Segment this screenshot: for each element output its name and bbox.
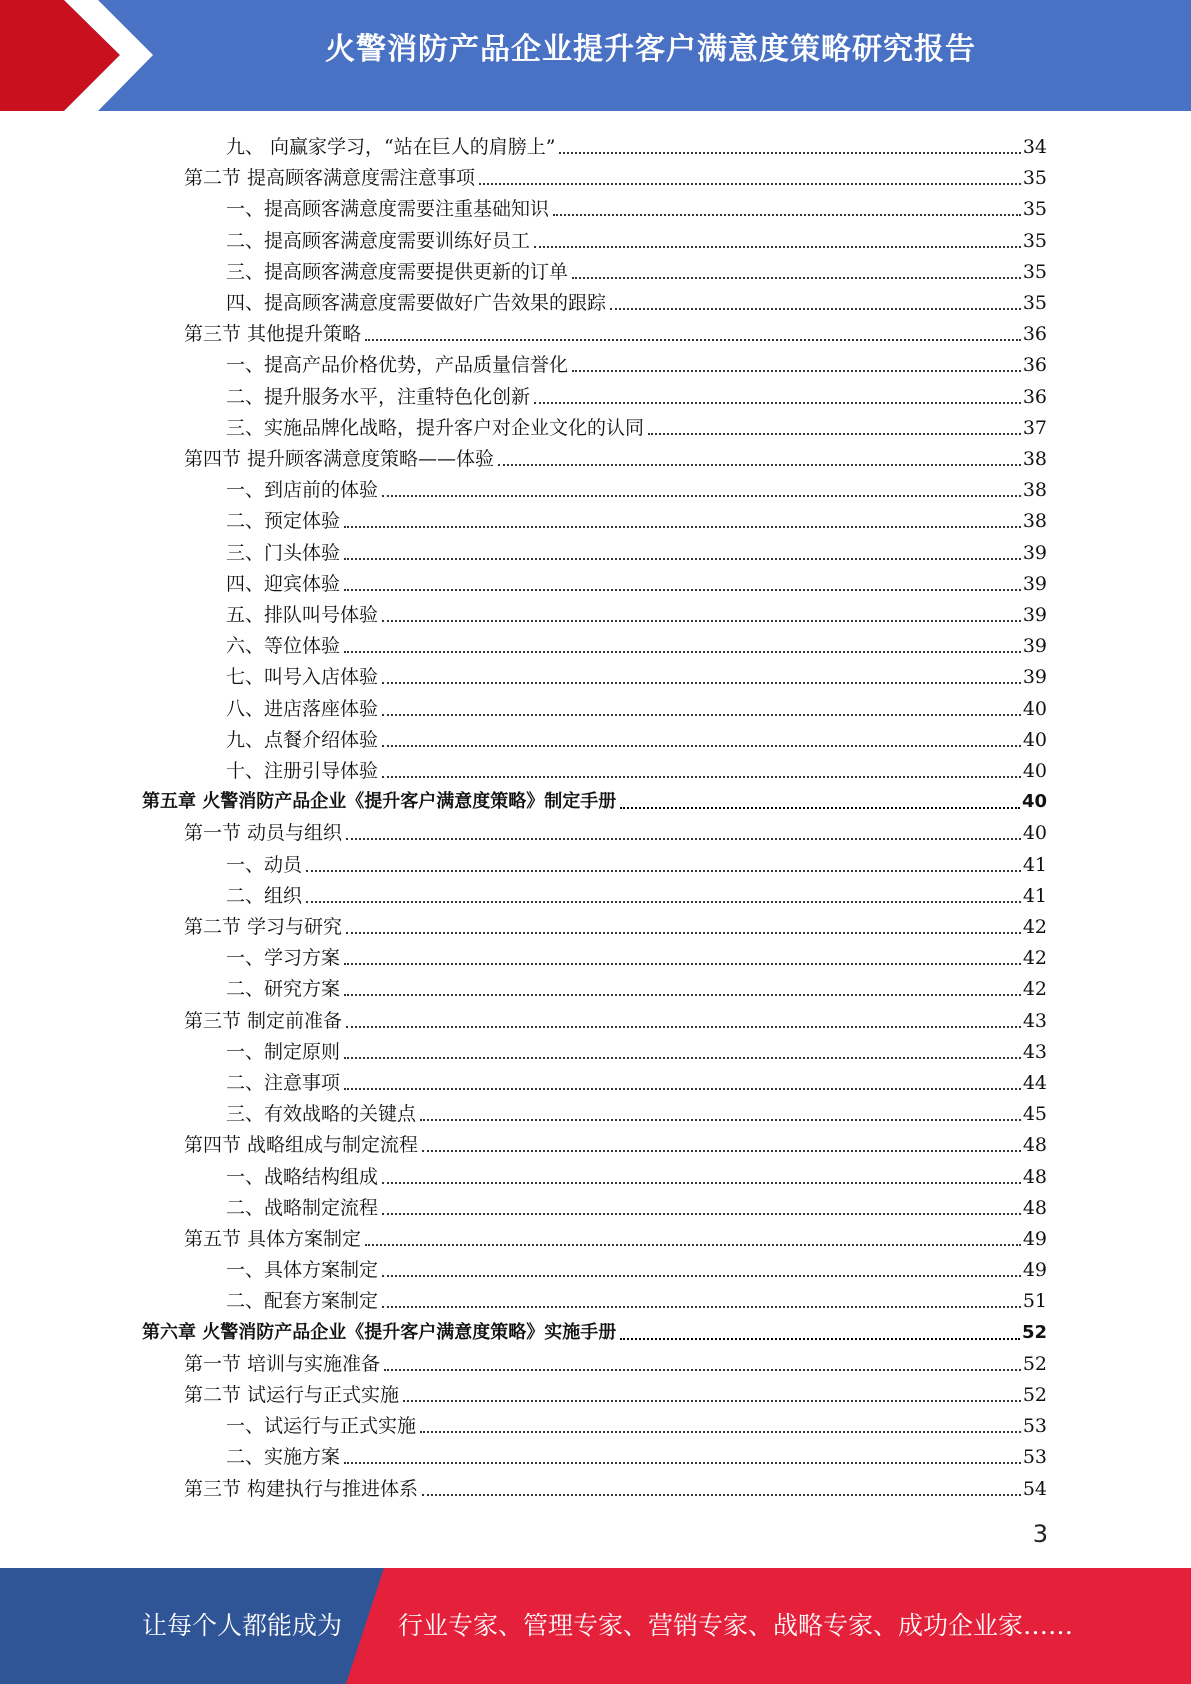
toc-entry-title: 第二节 试运行与正式实施 — [184, 1384, 400, 1406]
toc-entry-page: 35 — [1022, 198, 1047, 221]
toc-entry-title: 二、实施方案 — [226, 1446, 341, 1469]
toc-dot-leader — [553, 214, 1021, 216]
toc-subsection-entry[interactable] — [226, 1032, 1047, 1063]
toc-subsection-entry[interactable] — [226, 938, 1047, 969]
toc-entry-title: 第三节 其他提升策略 — [184, 323, 362, 346]
toc-entry-title: 五、排队叫号体验 — [226, 604, 379, 626]
toc-subsection-entry[interactable] — [226, 595, 1047, 626]
toc-subsection-entry[interactable] — [226, 969, 1047, 1000]
toc-entry-page: 49 — [1022, 1228, 1047, 1250]
toc-entry-page: 42 — [1022, 978, 1047, 1001]
toc-dot-leader — [572, 277, 1021, 279]
toc-entry-page: 41 — [1022, 853, 1047, 876]
toc-entry-title: 六、等位体验 — [226, 635, 341, 658]
report-title: 火警消防产品企业提升客户满意度策略研究报告 — [325, 32, 976, 67]
toc-subsection-entry[interactable] — [226, 751, 1047, 782]
toc-entry-title: 二、预定体验 — [226, 510, 341, 533]
toc-dot-leader — [420, 1431, 1021, 1433]
toc-dot-leader — [610, 308, 1021, 310]
toc-subsection-entry[interactable] — [226, 189, 1047, 220]
toc-dot-leader — [382, 682, 1021, 684]
toc-entry-title: 一、动员 — [226, 853, 303, 876]
toc-dot-leader — [479, 183, 1021, 185]
toc-entry-page: 42 — [1022, 916, 1047, 938]
toc-entry-title: 二、研究方案 — [226, 978, 341, 1001]
toc-dot-leader — [382, 1213, 1021, 1215]
toc-entry-title: 一、具体方案制定 — [226, 1259, 379, 1282]
toc-section-entry[interactable] — [184, 813, 1047, 844]
toc-entry-page: 36 — [1022, 354, 1047, 377]
toc-entry-title: 八、进店落座体验 — [226, 697, 379, 720]
toc-entry-title: 第五章 火警消防产品企业《提升客户满意度策略》制定手册 — [142, 791, 617, 813]
toc-entry-page: 48 — [1022, 1196, 1047, 1219]
toc-entry-page: 51 — [1022, 1290, 1047, 1313]
toc-subsection-entry[interactable] — [226, 626, 1047, 657]
toc-entry-page: 40 — [1022, 822, 1047, 845]
toc-subsection-entry[interactable] — [226, 533, 1047, 564]
toc-entry-title: 二、提升服务水平，注重特色化创新 — [226, 385, 531, 408]
toc-subsection-entry[interactable] — [226, 876, 1047, 907]
toc-dot-leader — [384, 1369, 1021, 1371]
toc-entry-title: 第四节 提升顾客满意度策略——体验 — [184, 448, 495, 470]
toc-entry-page: 49 — [1022, 1259, 1047, 1282]
toc-dot-leader — [620, 807, 1020, 809]
toc-entry-page: 48 — [1022, 1165, 1047, 1188]
toc-section-entry[interactable] — [184, 1469, 1047, 1500]
toc-entry-title: 三、实施品牌化战略，提升客户对企业文化的认同 — [226, 416, 645, 439]
toc-dot-leader — [346, 932, 1021, 934]
toc-entry-page: 40 — [1022, 697, 1047, 720]
toc-entry-page: 39 — [1022, 604, 1047, 626]
toc-entry-page: 53 — [1022, 1415, 1047, 1438]
toc-dot-leader — [572, 370, 1021, 372]
toc-entry-title: 第五节 具体方案制定 — [184, 1228, 362, 1250]
toc-subsection-entry[interactable] — [226, 1157, 1047, 1188]
toc-dot-leader — [420, 1119, 1021, 1121]
toc-dot-leader — [382, 620, 1021, 622]
toc-dot-leader — [306, 901, 1021, 903]
toc-entry-page: 40 — [1021, 791, 1047, 813]
toc-subsection-entry[interactable] — [226, 1437, 1047, 1468]
toc-subsection-entry[interactable] — [226, 564, 1047, 595]
toc-entry-page: 52 — [1022, 1352, 1047, 1375]
toc-entry-title: 二、注意事项 — [226, 1072, 341, 1094]
toc-dot-leader — [365, 1244, 1021, 1246]
toc-dot-leader — [422, 1150, 1021, 1152]
page-footer — [0, 1568, 1191, 1684]
toc-dot-leader — [534, 246, 1021, 248]
toc-subsection-entry[interactable] — [226, 408, 1047, 439]
toc-entry-title: 一、战略结构组成 — [226, 1165, 379, 1188]
toc-entry-page: 35 — [1022, 167, 1047, 190]
toc-entry-page: 43 — [1022, 1040, 1047, 1063]
toc-entry-title: 二、组织 — [226, 884, 303, 907]
toc-entry-title: 第四节 战略组成与制定流程 — [184, 1134, 419, 1157]
toc-dot-leader — [559, 152, 1020, 154]
toc-entry-title: 第二节 提高顾客满意度需注意事项 — [184, 167, 476, 190]
toc-entry-page: 36 — [1022, 385, 1047, 408]
toc-subsection-entry[interactable] — [226, 689, 1047, 720]
toc-dot-leader — [382, 745, 1021, 747]
toc-entry-title: 九、点餐介绍体验 — [226, 728, 379, 751]
toc-entry-title: 二、提高顾客满意度需要训练好员工 — [226, 229, 531, 252]
toc-dot-leader — [344, 526, 1021, 528]
toc-section-entry[interactable] — [184, 1001, 1047, 1032]
toc-entry-page: 38 — [1022, 479, 1047, 502]
toc-subsection-entry[interactable] — [226, 720, 1047, 751]
toc-section-entry[interactable] — [184, 439, 1047, 470]
toc-dot-leader — [344, 1462, 1021, 1464]
toc-subsection-entry[interactable] — [226, 252, 1047, 283]
toc-entry-page: 39 — [1022, 541, 1047, 564]
toc-entry-title: 一、试运行与正式实施 — [226, 1415, 417, 1438]
toc-entry-page: 52 — [1021, 1321, 1047, 1343]
toc-dot-leader — [346, 838, 1021, 840]
footer-slogan-right: 行业专家、管理专家、营销专家、战略专家、成功企业家…… — [398, 1611, 1074, 1640]
toc-dot-leader — [344, 1088, 1021, 1090]
toc-section-entry[interactable] — [184, 314, 1047, 345]
toc-dot-leader — [365, 339, 1021, 341]
toc-entry-title: 二、战略制定流程 — [226, 1196, 379, 1219]
toc-subsection-entry[interactable] — [226, 657, 1047, 688]
toc-entry-title: 第二节 学习与研究 — [184, 916, 343, 938]
page-header — [0, 0, 1191, 111]
toc-subsection-entry[interactable] — [226, 1281, 1047, 1312]
toc-entry-title: 第六章 火警消防产品企业《提升客户满意度策略》实施手册 — [142, 1321, 617, 1343]
toc-subsection-entry[interactable] — [226, 501, 1047, 532]
toc-entry-page: 35 — [1022, 292, 1047, 314]
toc-entry-title: 一、到店前的体验 — [226, 479, 379, 502]
toc-chapter-entry[interactable] — [142, 782, 1047, 813]
toc-dot-leader — [382, 776, 1021, 778]
toc-entry-title: 三、门头体验 — [226, 541, 341, 564]
toc-dot-leader — [382, 1275, 1021, 1277]
toc-entry-page: 52 — [1022, 1384, 1047, 1406]
toc-subsection-entry[interactable] — [226, 283, 1047, 314]
toc-subsection-entry[interactable] — [226, 845, 1047, 876]
toc-entry-page: 40 — [1022, 760, 1047, 782]
toc-entry-page: 38 — [1022, 510, 1047, 533]
toc-section-entry[interactable] — [184, 907, 1047, 938]
toc-entry-title: 第一节 动员与组织 — [184, 822, 343, 845]
toc-entry-page: 37 — [1022, 416, 1047, 439]
toc-subsection-entry[interactable] — [226, 470, 1047, 501]
toc-subsection-entry[interactable] — [226, 377, 1047, 408]
toc-entry-title: 一、提高顾客满意度需要注重基础知识 — [226, 198, 550, 221]
toc-entry-title: 二、配套方案制定 — [226, 1290, 379, 1313]
toc-dot-leader — [403, 1400, 1021, 1402]
toc-chapter-entry[interactable] — [142, 1313, 1047, 1344]
toc-section-entry[interactable] — [184, 158, 1047, 189]
toc-entry-page: 41 — [1022, 884, 1047, 907]
page-number: 3 — [1032, 1520, 1048, 1548]
toc-dot-leader — [382, 495, 1021, 497]
toc-section-entry[interactable] — [184, 1219, 1047, 1250]
toc-subsection-entry[interactable] — [226, 345, 1047, 376]
toc-entry-page: 39 — [1022, 666, 1047, 689]
toc-section-entry[interactable] — [184, 1344, 1047, 1375]
toc-dot-leader — [344, 1057, 1021, 1059]
toc-entry-page: 54 — [1022, 1477, 1047, 1500]
toc-entry-page: 39 — [1022, 635, 1047, 658]
toc-dot-leader — [648, 433, 1021, 435]
toc-entry-title: 四、迎宾体验 — [226, 572, 341, 595]
toc-dot-leader — [620, 1338, 1020, 1340]
toc-subsection-entry[interactable] — [226, 1063, 1047, 1094]
toc-subsection-entry[interactable] — [226, 1188, 1047, 1219]
toc-entry-page: 44 — [1022, 1072, 1047, 1094]
toc-dot-leader — [344, 963, 1021, 965]
toc-entry-page: 45 — [1022, 1103, 1047, 1126]
toc-entry-title: 四、提高顾客满意度需要做好广告效果的跟踪 — [226, 292, 607, 314]
toc-entry-page: 35 — [1022, 260, 1047, 283]
toc-entry-title: 一、学习方案 — [226, 947, 341, 970]
footer-slogan-left: 让每个人都能成为 — [142, 1611, 343, 1640]
toc-section-entry[interactable] — [184, 1125, 1047, 1156]
toc-dot-leader — [498, 464, 1021, 466]
toc-entry-title: 第三节 构建执行与推进体系 — [184, 1477, 419, 1500]
toc-subsection-entry[interactable] — [226, 1406, 1047, 1437]
toc-subsection-entry[interactable] — [226, 1094, 1047, 1125]
toc-entry-title: 一、制定原则 — [226, 1040, 341, 1063]
toc-entry-title: 九、 向赢家学习，“站在巨人的肩膀上” — [226, 136, 556, 158]
toc-subsection-entry[interactable] — [226, 127, 1047, 158]
toc-entry-title: 七、叫号入店体验 — [226, 666, 379, 689]
toc-entry-page: 53 — [1022, 1446, 1047, 1469]
toc-entry-title: 第三节 制定前准备 — [184, 1009, 343, 1032]
toc-entry-page: 39 — [1022, 572, 1047, 595]
toc-entry-page: 43 — [1022, 1009, 1047, 1032]
toc-entry-title: 一、提高产品价格优势，产品质量信誉化 — [226, 354, 569, 377]
toc-subsection-entry[interactable] — [226, 221, 1047, 252]
toc-dot-leader — [344, 994, 1021, 996]
toc-dot-leader — [422, 1494, 1021, 1496]
toc-dot-leader — [534, 402, 1021, 404]
toc-entry-title: 第一节 培训与实施准备 — [184, 1352, 381, 1375]
toc-entry-page: 34 — [1022, 136, 1047, 158]
toc-section-entry[interactable] — [184, 1375, 1047, 1406]
toc-entry-page: 38 — [1022, 448, 1047, 470]
toc-entry-title: 三、有效战略的关键点 — [226, 1103, 417, 1126]
toc-entry-title: 十、注册引导体验 — [226, 760, 379, 782]
toc-entry-page: 36 — [1022, 323, 1047, 346]
toc-dot-leader — [382, 714, 1021, 716]
toc-dot-leader — [382, 1182, 1021, 1184]
toc-dot-leader — [346, 1026, 1021, 1028]
toc-dot-leader — [344, 558, 1021, 560]
toc-entry-page: 42 — [1022, 947, 1047, 970]
toc-dot-leader — [344, 589, 1021, 591]
toc-dot-leader — [306, 870, 1021, 872]
toc-dot-leader — [344, 651, 1021, 653]
toc-subsection-entry[interactable] — [226, 1250, 1047, 1281]
toc-entry-page: 40 — [1022, 728, 1047, 751]
toc-entry-title: 三、提高顾客满意度需要提供更新的订单 — [226, 260, 569, 283]
toc-dot-leader — [382, 1306, 1021, 1308]
toc-entry-page: 35 — [1022, 229, 1047, 252]
toc-entry-page: 48 — [1022, 1134, 1047, 1157]
